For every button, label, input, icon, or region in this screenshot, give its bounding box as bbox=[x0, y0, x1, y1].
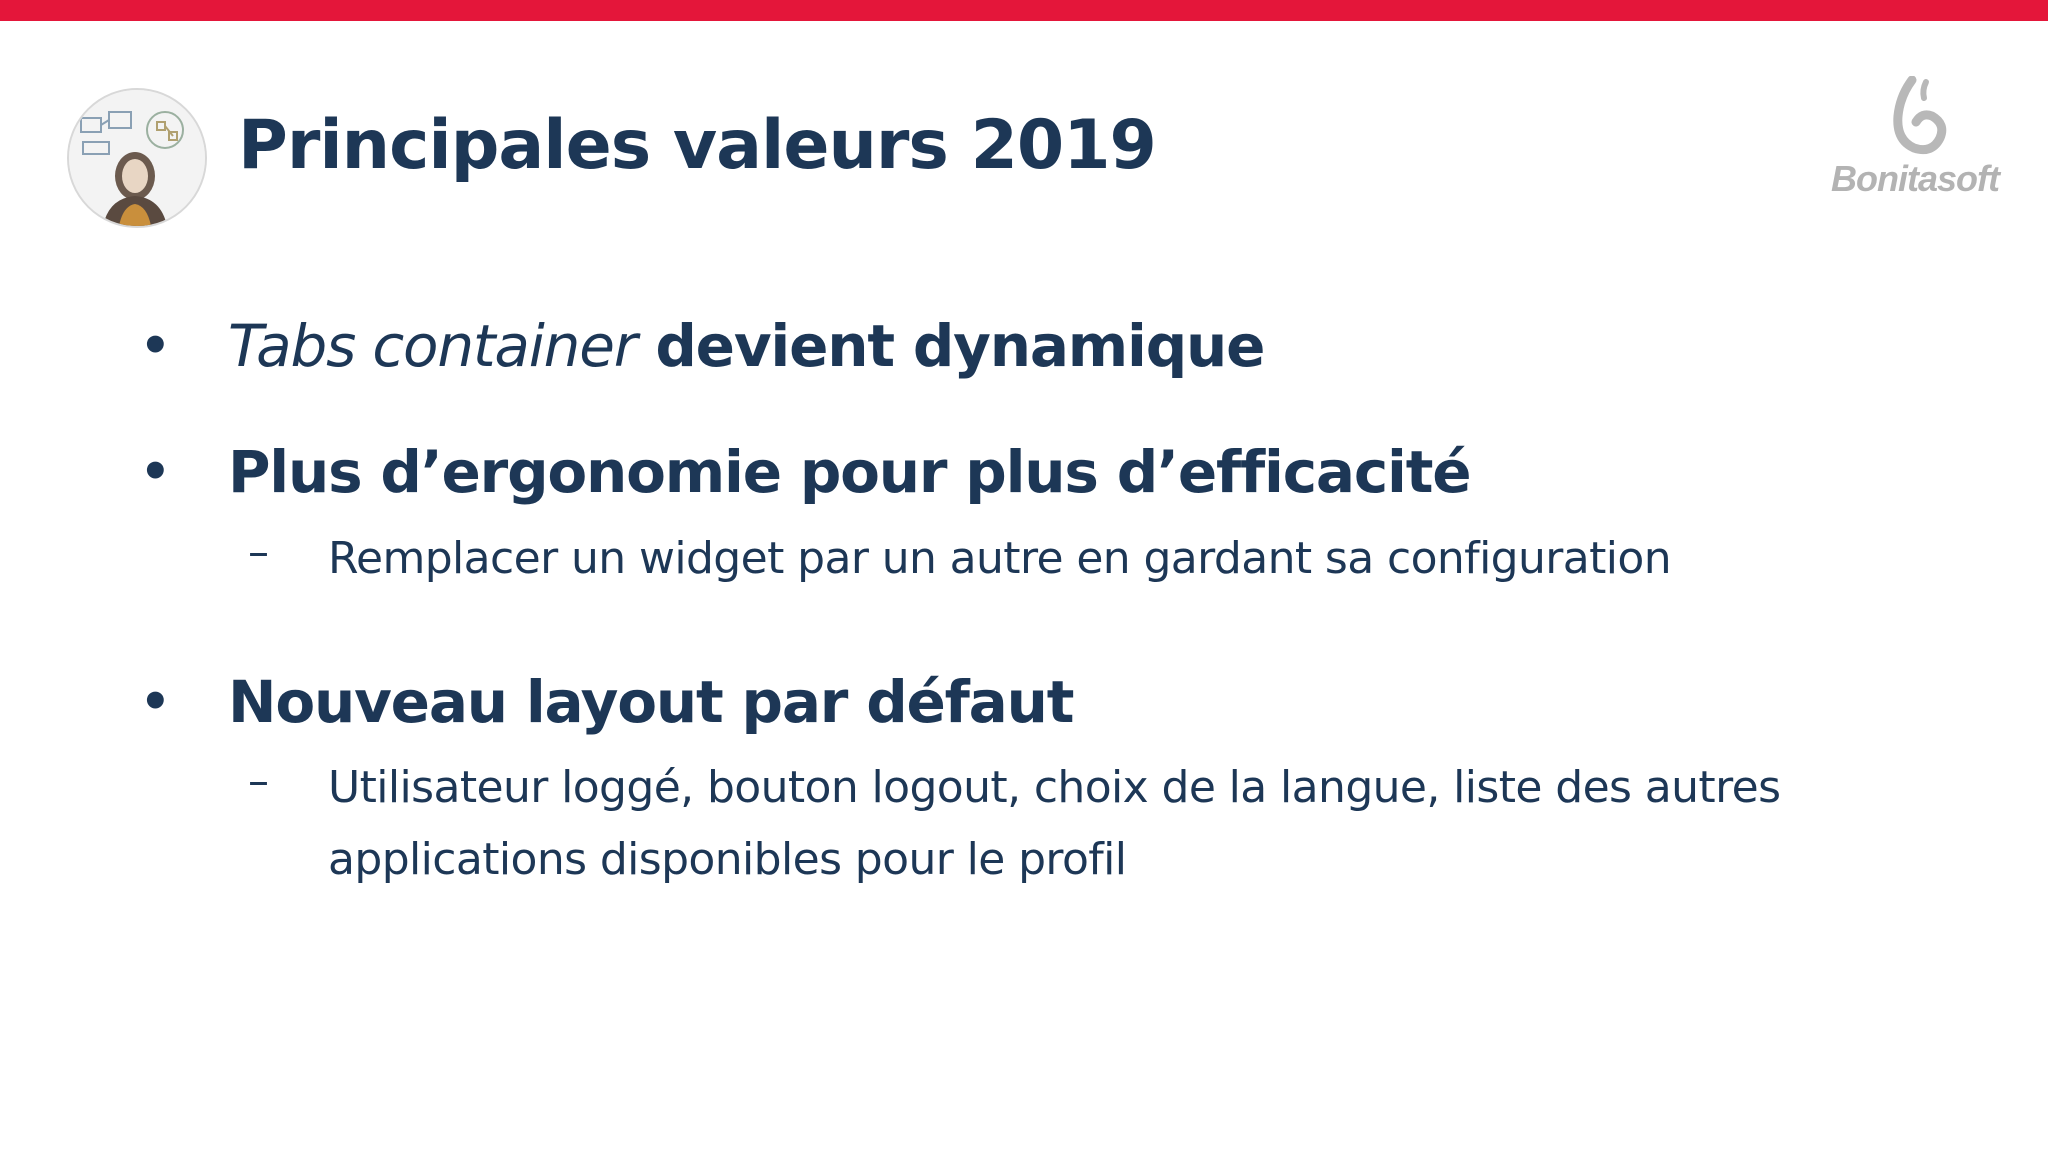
bonitasoft-logo-icon bbox=[1882, 76, 1952, 160]
top-accent-bar bbox=[0, 0, 2048, 21]
sub-bullet-marker: – bbox=[248, 756, 269, 805]
bullet-marker: • bbox=[140, 674, 171, 730]
slide-title: Principales valeurs 2019 bbox=[238, 106, 1156, 185]
bullet-marker: • bbox=[140, 444, 171, 500]
sub-bullet-marker: – bbox=[248, 527, 269, 576]
sub-bullet-text: Remplacer un widget par un autre en gardant sa configuration bbox=[328, 533, 1672, 584]
logo-text: Bonitasoft bbox=[1831, 158, 1999, 199]
bullet-text bbox=[228, 312, 1264, 380]
bullet-marker: • bbox=[140, 318, 171, 374]
bullet-text: Nouveau layout par défaut bbox=[228, 668, 1074, 736]
sub-bullet-text: Utilisateur loggé, bouton logout, choix de la langue, liste des autres applications disponibles pour le profil bbox=[328, 762, 1781, 885]
bonitasoft-logo bbox=[1830, 76, 2000, 206]
bullet-text: Plus d’ergonomie pour plus d’efficacité bbox=[228, 438, 1471, 506]
bullet-italic-text: Tabs container bbox=[228, 312, 637, 380]
presenter-avatar-icon bbox=[67, 88, 207, 228]
bullet-bold-text: devient dynamique bbox=[636, 312, 1265, 380]
